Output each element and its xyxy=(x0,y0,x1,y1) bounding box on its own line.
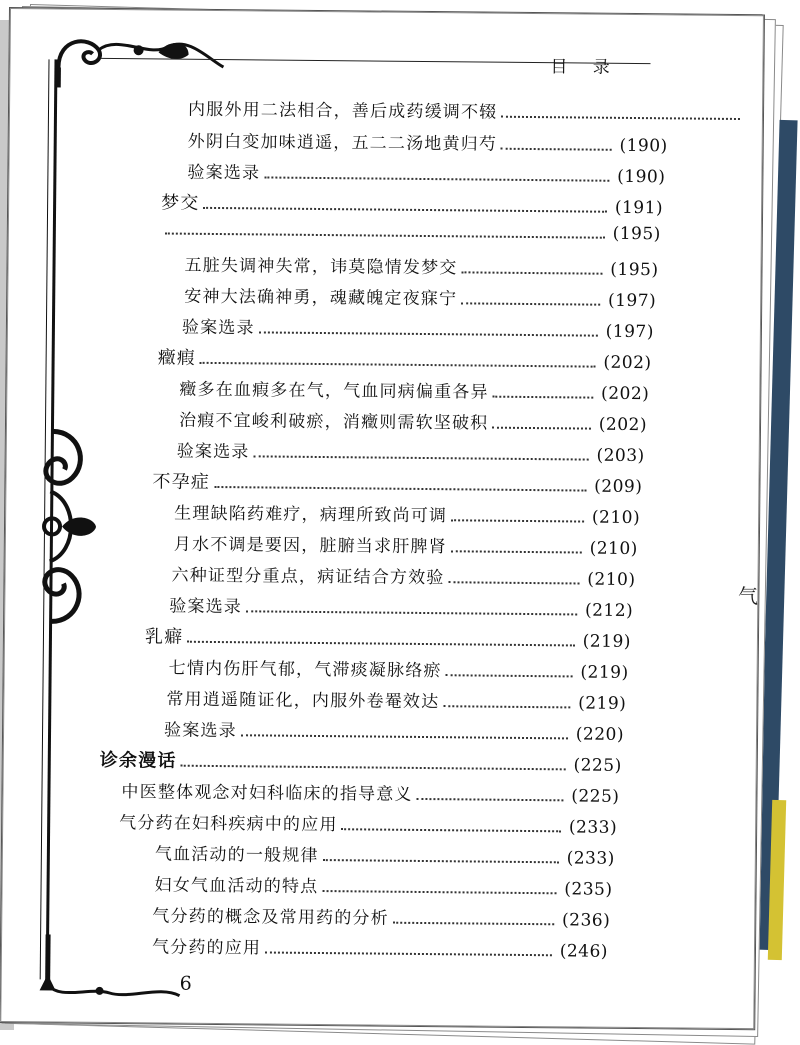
toc-entry[interactable]: 内服外用二法相合，善后成药缓调不辍 xyxy=(188,95,748,125)
toc-entry[interactable]: 外阴白变加味逍遥，五二二汤地黄归芍 (190) xyxy=(187,131,668,157)
toc-entry[interactable]: 中医整体观念对妇科临床的指导意义 (225) xyxy=(121,782,620,807)
toc-entry[interactable]: 癥多在血瘕多在气，气血同病偏重各异 (202) xyxy=(179,379,650,405)
toc-entry-section[interactable]: 梦交 (191) xyxy=(161,192,664,219)
toc-entry[interactable]: 常用逍遥随证化，内服外卷罨效达 (219) xyxy=(166,689,627,714)
toc-entry[interactable]: 验案选录 (220) xyxy=(163,720,625,745)
toc-entry-section[interactable]: 不孕症 (209) xyxy=(152,471,643,498)
toc-entry[interactable]: 气分药的概念及常用药的分析 (236) xyxy=(152,906,611,931)
running-head: 目 录 xyxy=(550,57,620,78)
toc-entry[interactable]: 安神大法确神勇，魂藏魄定夜寐宁 (197) xyxy=(184,286,657,312)
toc-entry-part[interactable]: 诊余漫话 (225) xyxy=(99,749,622,776)
toc-entry[interactable]: 验案选录 (197) xyxy=(181,317,655,343)
toc-entry[interactable]: (195) xyxy=(161,219,661,244)
toc-entry-section[interactable]: 癥瘕 (202) xyxy=(157,347,652,374)
toc-entry[interactable]: 气分药的应用 (246) xyxy=(151,937,609,962)
toc-entry[interactable]: 验案选录 (203) xyxy=(176,441,645,467)
toc-entry[interactable]: 验案选录 (190) xyxy=(187,162,666,188)
toc-entry[interactable]: 生理缺陷药难疗，病理所致尚可调 (210) xyxy=(174,503,641,529)
toc-entry[interactable]: 气分药在妇科疾病中的应用 (233) xyxy=(119,813,618,838)
page-number: 6 xyxy=(179,972,192,995)
next-page-edge-glyph: 气 xyxy=(738,584,758,608)
toc-entry-section[interactable]: 乳癖 (219) xyxy=(144,626,632,652)
toc-entry[interactable]: 七情内伤肝气郁，气滞痰凝脉络瘀 (219) xyxy=(168,658,629,683)
toc-entry[interactable]: 六种证型分重点，病证结合方效验 (210) xyxy=(171,565,636,591)
toc-entry[interactable]: 五脏失调神失常，讳莫隐情发梦交 (195) xyxy=(184,255,659,281)
toc-entry[interactable]: 妇女气血活动的特点 (235) xyxy=(154,875,613,900)
toc-entry[interactable]: 气血活动的一般规律 (233) xyxy=(154,844,615,869)
side-ornament-icon xyxy=(27,421,99,632)
toc-entry[interactable]: 治瘕不宜峻利破瘀，消癥则需软坚破积 (202) xyxy=(178,410,648,436)
toc-page xyxy=(0,8,764,1029)
toc-entry[interactable]: 验案选录 (212) xyxy=(169,596,634,622)
toc-entry[interactable]: 月水不调是要因，脏腑当求肝脾肾 (210) xyxy=(173,534,638,560)
